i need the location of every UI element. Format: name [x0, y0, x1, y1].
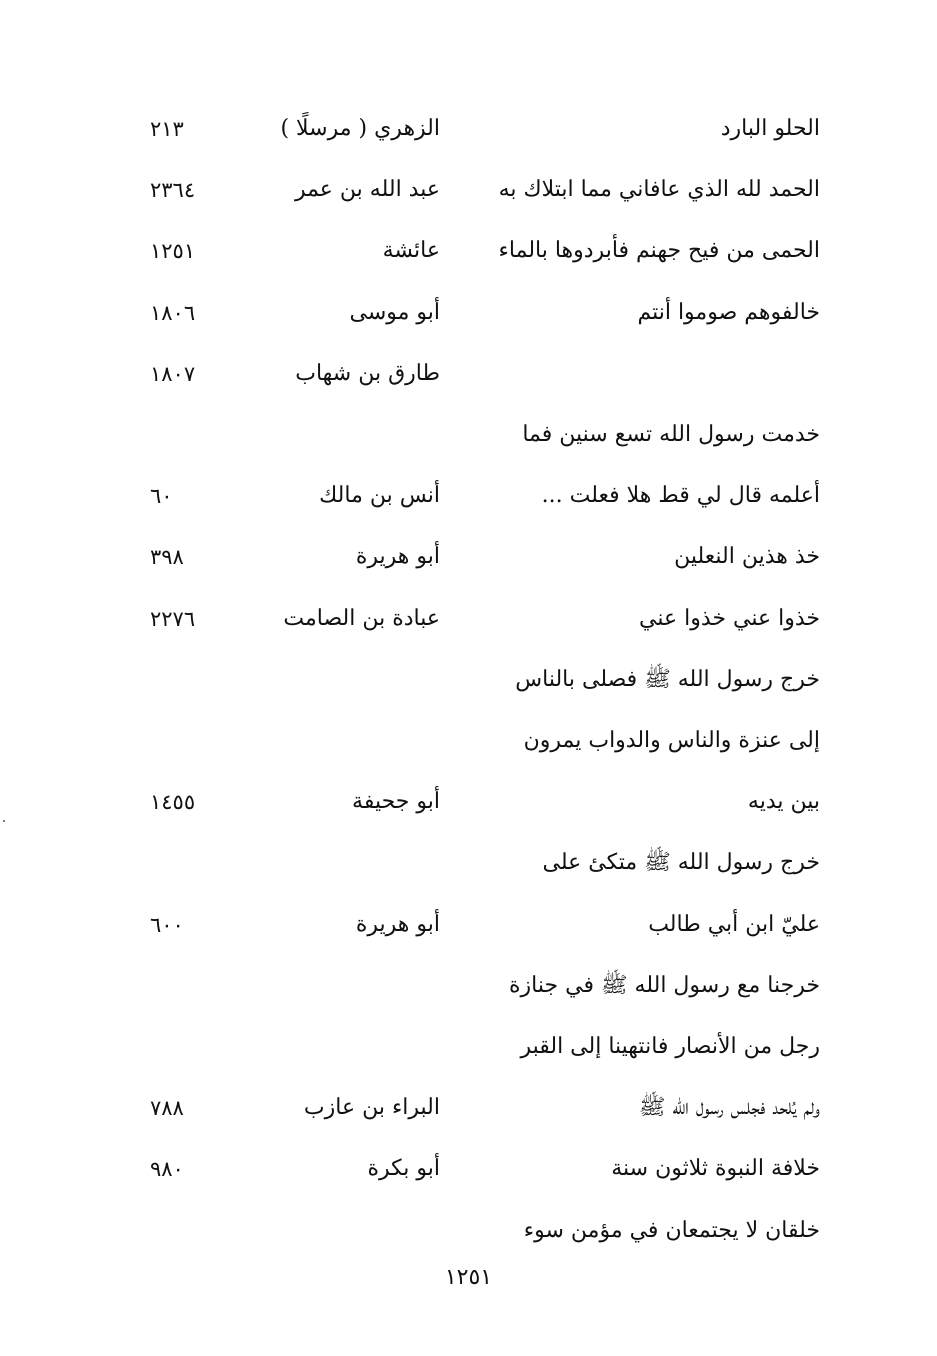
hadith-number — [150, 717, 240, 765]
page-number: ١٢٥١ — [444, 1265, 493, 1290]
narrator-name: أبو هريرة — [355, 544, 440, 569]
narrator-name — [240, 656, 440, 704]
index-row — [150, 656, 820, 704]
hadith-text: رجل من الأنصار فانتهينا إلى القبر — [520, 1034, 820, 1059]
narrator-name — [240, 839, 440, 887]
hadith-number: ١٨٠٧ — [150, 362, 196, 386]
margin-mark — [3, 820, 5, 822]
hadith-number — [150, 656, 240, 704]
index-row — [150, 166, 820, 214]
hadith-text: الحمى من فيح جهنم فأبردوها بالماء — [498, 238, 820, 263]
narrator-name: عبد الله بن عمر — [294, 177, 440, 202]
hadith-number: ٦٠ — [150, 484, 173, 508]
index-row — [150, 227, 820, 275]
narrator-name: أنس بن مالك — [319, 483, 440, 508]
hadith-number — [150, 1207, 240, 1255]
hadith-text: بين يديه — [747, 789, 820, 814]
hadith-number — [150, 962, 240, 1010]
hadith-text: خالفوهم صوموا أنتم — [637, 300, 820, 325]
hadith-text: خدمت رسول الله تسع سنين فما — [522, 422, 820, 447]
index-row — [150, 105, 820, 153]
narrator-name — [240, 1207, 440, 1255]
hadith-text: عليّ ابن أبي طالب — [648, 912, 820, 937]
narrator-name: عبادة بن الصامت — [283, 606, 440, 631]
hadith-number: ١٤٥٥ — [150, 790, 196, 814]
hadith-text: ولم يُلحد فجلس رسول الله ﷺ — [638, 1095, 820, 1120]
index-row — [150, 595, 820, 643]
hadith-number: ٦٠٠ — [150, 913, 184, 937]
hadith-text: خلافة النبوة ثلاثون سنة — [611, 1156, 820, 1181]
index-row — [150, 533, 820, 581]
index-row — [150, 411, 820, 459]
hadith-text: خذ هذين النعلين — [674, 544, 820, 569]
narrator-name — [240, 411, 440, 459]
hadith-number — [150, 839, 240, 887]
narrator-name: عائشة — [382, 238, 440, 263]
index-row — [150, 289, 820, 337]
hadith-text: خذوا عني خذوا عني — [639, 606, 820, 631]
index-row — [150, 778, 820, 826]
narrator-name — [240, 717, 440, 765]
narrator-name: أبو هريرة — [355, 912, 440, 937]
hadith-number: ٣٩٨ — [150, 545, 184, 569]
hadith-text: خرج رسول الله ﷺ متكئ على — [542, 850, 820, 875]
hadith-text: إلى عنزة والناس والدواب يمرون — [523, 728, 820, 753]
narrator-name: أبو جحيفة — [352, 789, 440, 814]
hadith-text: خرج رسول الله ﷺ فصلى بالناس — [515, 667, 820, 692]
index-row — [150, 1145, 820, 1193]
hadith-number: ٢٣٦٤ — [150, 178, 196, 202]
narrator-name — [240, 1023, 440, 1071]
index-row — [150, 717, 820, 765]
hadith-number: ٢١٣ — [150, 117, 184, 141]
index-row — [150, 472, 820, 520]
hadith-number: ٢٢٧٦ — [150, 607, 196, 631]
index-row — [150, 839, 820, 887]
narrator-name: طارق بن شهاب — [295, 361, 440, 386]
index-row — [150, 1023, 820, 1071]
narrator-name: أبو بكرة — [367, 1156, 440, 1181]
hadith-text — [480, 350, 820, 398]
hadith-number: ٩٨٠ — [150, 1157, 184, 1181]
narrator-name: الزهري ( مرسلًا ) — [280, 116, 440, 141]
hadith-number — [150, 411, 240, 459]
index-row — [150, 1084, 820, 1132]
hadith-text: خرجنا مع رسول الله ﷺ في جنازة — [509, 973, 820, 998]
hadith-text: خلقان لا يجتمعان في مؤمن سوء — [523, 1218, 820, 1243]
index-row — [150, 350, 820, 398]
hadith-text: أعلمه قال لي قط هلا فعلت ... — [541, 483, 820, 508]
hadith-number: ٧٨٨ — [150, 1096, 184, 1120]
index-row — [150, 901, 820, 949]
hadith-number: ١٨٠٦ — [150, 301, 196, 325]
index-row — [150, 962, 820, 1010]
hadith-number — [150, 1023, 240, 1071]
narrator-name: البراء بن عازب — [303, 1095, 440, 1120]
index-row — [150, 1207, 820, 1255]
narrator-name — [240, 962, 440, 1010]
narrator-name: أبو موسى — [349, 300, 440, 325]
hadith-number: ١٢٥١ — [150, 239, 196, 263]
hadith-text: الحمد لله الذي عافاني مما ابتلاك به — [498, 177, 820, 202]
hadith-text: الحلو البارد — [720, 116, 820, 141]
